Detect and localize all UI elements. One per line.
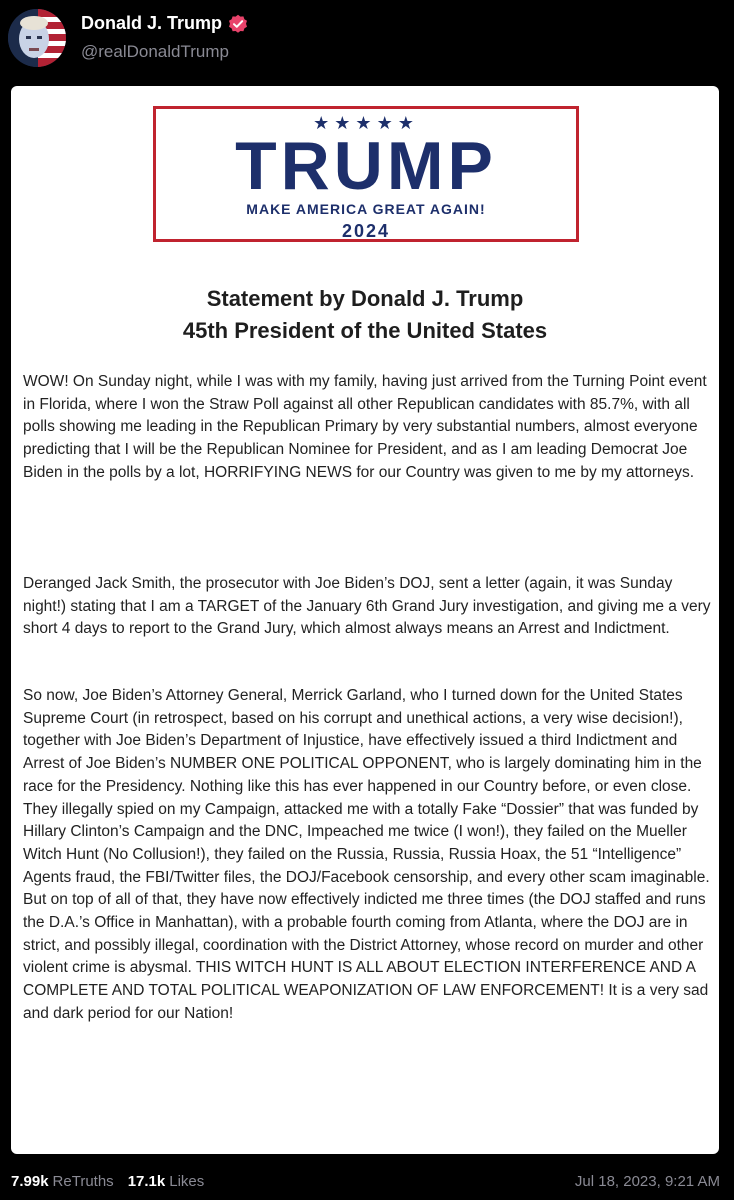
retruths-label[interactable]: ReTruths	[52, 1172, 114, 1190]
avatar-portrait-icon	[8, 9, 66, 67]
post-image[interactable]	[11, 86, 719, 1154]
likes-count[interactable]: 17.1k	[127, 1172, 166, 1190]
logo-stars: ★★★★★	[313, 113, 419, 133]
post-timestamp[interactable]: Jul 18, 2023, 9:21 AM	[574, 1172, 720, 1190]
statement-paragraph-1: WOW! On Sunday night, while I was with my family, having just arrived from the Turning Point event in Florida, where I won the Straw Poll against all other Republican candidates with 85.7%, with all polls showing me leading in the Republican Primary by very substantial numbers, almost everyone predicting that I will be the Republican Nominee for President, and as I am leading Democrat Joe Biden in the polls by a lot, HORRIFYING NEWS for our Country was given to me by my attorneys.	[23, 373, 707, 481]
statement-subtitle: 45th President of the United States	[182, 318, 548, 343]
campaign-logo	[153, 106, 579, 242]
verified-badge-icon	[228, 14, 248, 34]
statement-paragraph-2: Deranged Jack Smith, the prosecutor with Joe Biden’s DOJ, sent a letter (again, it was Sunday night!) stating that I am a TARGET of the January 6th Grand Jury investigation, and giving me a very short 4 days to report to the Grand Jury, which almost always means an Arrest and Indictment.	[23, 575, 711, 638]
retruths-count[interactable]: 7.99k	[11, 1172, 49, 1190]
statement-paragraph-3: So now, Joe Biden’s Attorney General, Merrick Garland, who I turned down for the United States Supreme Court (in retrospect, based on his corrupt and unethical actions, a very wise decision!), together with Joe Biden’s Department of Injustice, have effectively issued a third Indictment and Arrest of Joe Biden’s NUMBER ONE POLITICAL OPPONENT, who is largely dominating him in the race for the Presidency. Nothing like this has ever happened in our Country before, or even close. They illegally spied on my Campaign, attacked me with a totally Fake “Dossier” that was funded by Hillary Clinton’s Campaign and the DNC, Impeached me twice (I won!), they failed on the Mueller Witch Hunt (No Collusion!), they failed on the Russia, Russia, Russia Hoax, the 51 “Intelligence” Agents fraud, the FBI/Twitter files, the DOJ/Facebook censorship, and every other scam imaginable. But on top of all of that, they have now effectively indicted me three times (the DOJ staffed and runs the D.A.’s Office in Manhattan), with a probable fourth coming from Atlanta, where the DOJ are in strict, and possibly illegal, coordination with the District Attorney, whose record on murder and other violent crime is abysmal. THIS WITCH HUNT IS ALL ABOUT ELECTION INTERFERENCE AND A COMPLETE AND TOTAL POLITICAL WEAPONIZATION OF LAW ENFORCEMENT! It is a very sad and dark period for our Nation!	[23, 687, 710, 1022]
author-handle[interactable]: @realDonaldTrump	[81, 42, 229, 61]
logo-title: TRUMP	[235, 128, 497, 204]
likes-label[interactable]: Likes	[169, 1172, 205, 1190]
logo-year: 2024	[341, 221, 391, 241]
author-name-row	[81, 13, 248, 34]
statement-title: Statement by Donald J. Trump	[206, 286, 524, 311]
avatar[interactable]	[8, 9, 66, 67]
logo-slogan: MAKE AMERICA GREAT AGAIN!	[246, 201, 486, 217]
display-name[interactable]: Donald J. Trump	[81, 13, 223, 33]
post-header	[8, 9, 728, 67]
post-footer	[11, 1170, 720, 1192]
